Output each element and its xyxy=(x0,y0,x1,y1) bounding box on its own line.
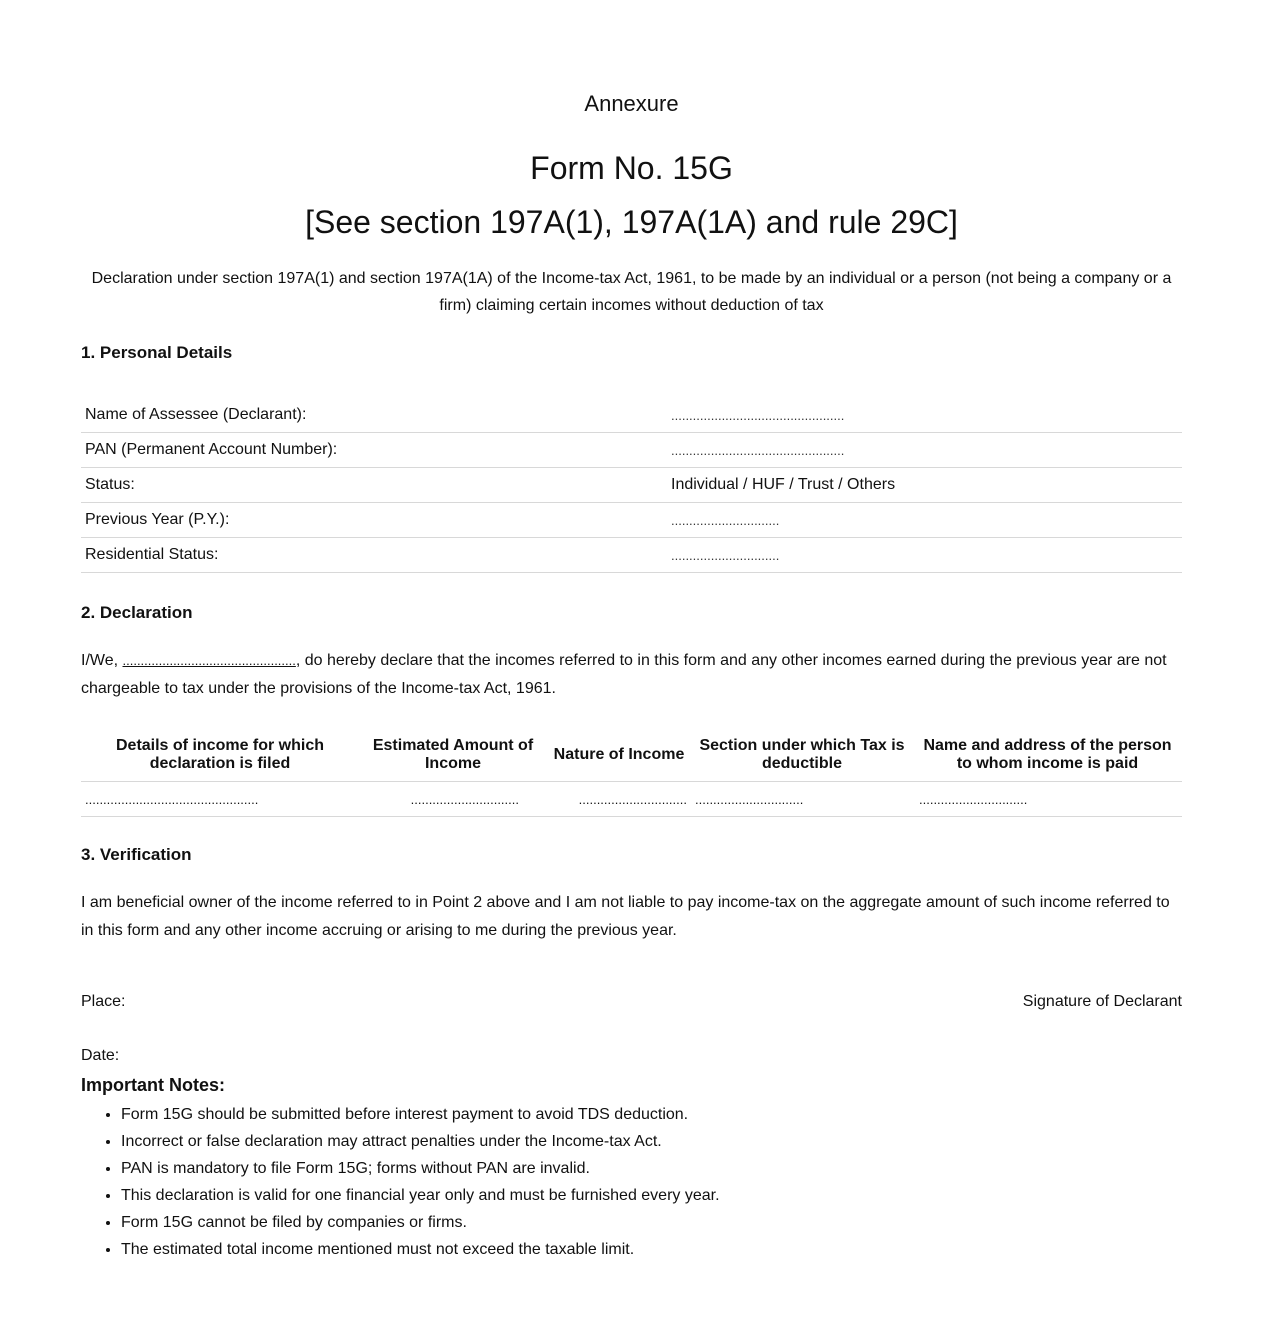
name-label: Name of Assessee (Declarant): xyxy=(81,398,667,433)
col-income-details: Details of income for which declaration is filed xyxy=(81,731,359,782)
table-row xyxy=(81,433,1182,468)
form-title: Form No. 15G xyxy=(530,150,733,186)
personal-details-heading: 1. Personal Details xyxy=(81,343,233,362)
nature-cell: .............................. xyxy=(547,782,691,817)
form-intro: Declaration under section 197A(1) and section 197A(1A) of the Income-tax Act, 1961, to be made by an individual or a person (not being a company or a firm) claiming certain incomes without deduction of tax xyxy=(91,270,1172,314)
table-row xyxy=(81,538,1182,573)
income-table xyxy=(81,731,1182,817)
declaration-prefix: I/We, xyxy=(81,652,123,669)
declaration-heading: 2. Declaration xyxy=(81,603,193,622)
residential-status-field: .............................. xyxy=(667,538,1182,573)
list-item: • This declaration is valid for one financial year only and must be furnished every year. xyxy=(121,1182,1182,1209)
table-row xyxy=(81,782,1182,817)
status-value: Individual / HUF / Trust / Others xyxy=(667,468,1182,503)
declaration-text xyxy=(81,647,1182,703)
section-cell: .............................. xyxy=(691,782,913,817)
previous-year-field: .............................. xyxy=(667,503,1182,538)
list-item: • PAN is mandatory to file Form 15G; forms without PAN are invalid. xyxy=(121,1155,1182,1182)
payer-cell: .............................. xyxy=(913,782,1182,817)
verification-text: I am beneficial owner of the income referred to in Point 2 above and I am not liable to pay income-tax on the aggregate amount of such income referred to in this form and any other income accruing or arising to me during the previous year. xyxy=(81,894,1170,939)
col-section: Section under which Tax is deductible xyxy=(691,731,913,782)
table-row xyxy=(81,398,1182,433)
signature-label: Signature of Declarant xyxy=(1022,993,1182,1010)
table-row xyxy=(81,503,1182,538)
form-subtitle: [See section 197A(1), 197A(1A) and rule 29C] xyxy=(305,204,958,240)
pan-label: PAN (Permanent Account Number): xyxy=(81,433,667,468)
list-item: • Incorrect or false declaration may attract penalties under the Income-tax Act. xyxy=(121,1128,1182,1155)
notes-heading: Important Notes: xyxy=(81,1075,225,1095)
col-payer-name-address: Name and address of the person to whom income is paid xyxy=(913,731,1182,782)
col-nature: Nature of Income xyxy=(547,731,691,782)
income-details-cell: ................................................ xyxy=(81,782,359,817)
list-item: • The estimated total income mentioned must not exceed the taxable limit. xyxy=(121,1236,1182,1263)
previous-year-label: Previous Year (P.Y.): xyxy=(81,503,667,538)
personal-details-table xyxy=(81,398,1182,573)
list-item: • Form 15G cannot be filed by companies or firms. xyxy=(121,1209,1182,1236)
verification-heading: 3. Verification xyxy=(81,845,192,864)
declaration-suffix: , do hereby declare that the incomes referred to in this form and any other incomes earned during the previous year are not chargeable to tax under the provisions of the Income-tax Act, 1961. xyxy=(81,652,1167,697)
col-estimated-amount: Estimated Amount of Income xyxy=(359,731,547,782)
pan-field: ................................................ xyxy=(667,433,1182,468)
place-label: Place: xyxy=(81,993,126,1010)
income-table-header xyxy=(81,731,1182,782)
status-label: Status: xyxy=(81,468,667,503)
residential-status-label: Residential Status: xyxy=(81,538,667,573)
estimated-amount-cell: .............................. xyxy=(359,782,547,817)
date-label: Date: xyxy=(81,1047,120,1064)
table-row xyxy=(81,468,1182,503)
list-item: • Form 15G should be submitted before interest payment to avoid TDS deduction. xyxy=(121,1101,1182,1128)
annexure-label: Annexure xyxy=(584,91,679,116)
name-field: ................................................ xyxy=(667,398,1182,433)
form-page xyxy=(81,0,1182,1263)
declarant-name-blank: ................................................ xyxy=(122,653,296,668)
place-signature-row xyxy=(81,991,1182,1013)
notes-list xyxy=(81,1101,1182,1263)
